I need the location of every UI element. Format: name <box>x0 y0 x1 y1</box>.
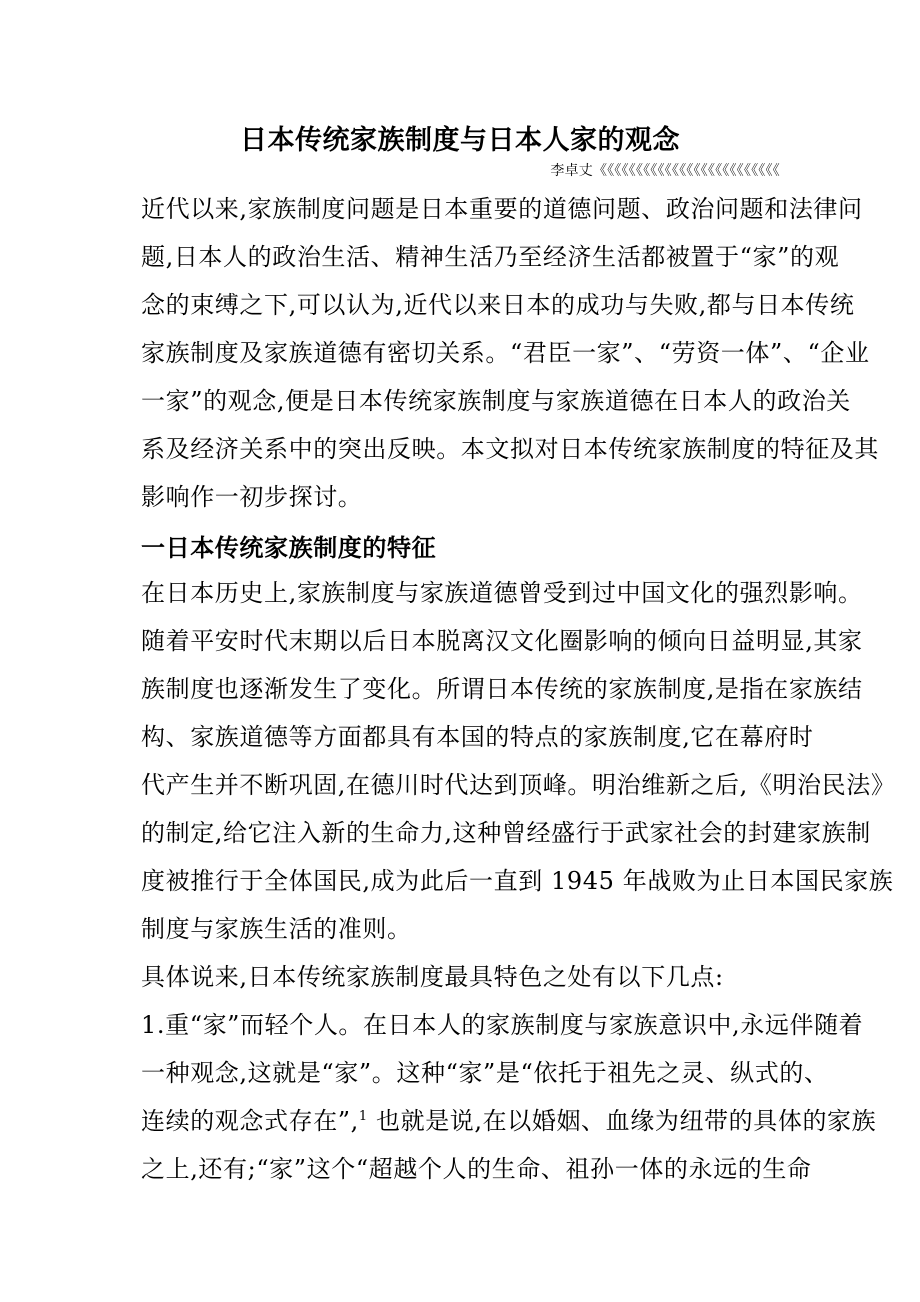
point1-line-tail: 也就是说,在以婚姻、血缘为纽带的具体的家族 <box>367 1107 877 1135</box>
point1-line: 一种观念,这就是“家”。这种“家”是“依托于祖先之灵、纵式的、 <box>141 1059 829 1087</box>
history-line: 的制定,给它注入新的生命力,这种曾经盛行于武家社会的封建家族制 <box>141 819 871 847</box>
history-line: 度被推行于全体国民,成为此后一直到 1945 年战败为止日本国民家族 <box>141 867 894 895</box>
history-line: 在日本历史上,家族制度与家族道德曾受到过中国文化的强烈影响。 <box>141 579 863 607</box>
point1-line-head: 连续的观念式存在”, <box>141 1107 359 1135</box>
footnote-marker[interactable]: 1 <box>358 1109 368 1124</box>
features-intro: 具体说来,日本传统家族制度最具特色之处有以下几点: <box>141 963 724 991</box>
history-line: 构、家族道德等方面都具有本国的特点的家族制度,它在幕府时 <box>141 723 814 751</box>
intro-line: 近代以来,家族制度问题是日本重要的道德问题、政治问题和法律问 <box>141 195 863 223</box>
history-line: 代产生并不断巩固,在德川时代达到顶峰。明治维新之后,《明治民法》 <box>141 771 896 799</box>
point1-line: 之上,还有;“家”这个“超越个人的生命、祖孙一体的永远的生命 <box>141 1155 812 1183</box>
intro-line: 影响作一初步探讨。 <box>141 483 363 511</box>
history-line: 制度与家族生活的准则。 <box>141 915 412 943</box>
intro-line: 家族制度及家族道德有密切关系。“君臣一家”、“劳资一体”、“企业 <box>141 339 870 367</box>
document-title: 日本传统家族制度与日本人家的观念 <box>240 125 680 156</box>
intro-line: 系及经济关系中的突出反映。本文拟对日本传统家族制度的特征及其 <box>141 435 879 463</box>
author-line: 李卓丈《《《《《《《《《《《《《《《《《《《《《《《《《 <box>550 163 780 179</box>
point1-line-with-footnote <box>141 1106 876 1136</box>
intro-line: 一家”的观念,便是日本传统家族制度与家族道德在日本人的政治关 <box>141 387 851 415</box>
intro-line: 念的束缚之下,可以认为,近代以来日本的成功与失败,都与日本传统 <box>141 291 855 319</box>
point1-line: 1.重“家”而轻个人。在日本人的家族制度与家族意识中,永远伴随着 <box>141 1011 864 1039</box>
intro-line: 题,日本人的政治生活、精神生活乃至经济生活都被置于“家”的观 <box>141 243 840 271</box>
history-line: 族制度也逐渐发生了变化。所谓日本传统的家族制度,是指在家族结 <box>141 675 863 703</box>
section-heading: 一日本传统家族制度的特征 <box>141 534 437 562</box>
history-line: 随着平安时代末期以后日本脱离汉文化圈影响的倾向日益明显,其家 <box>141 627 863 655</box>
